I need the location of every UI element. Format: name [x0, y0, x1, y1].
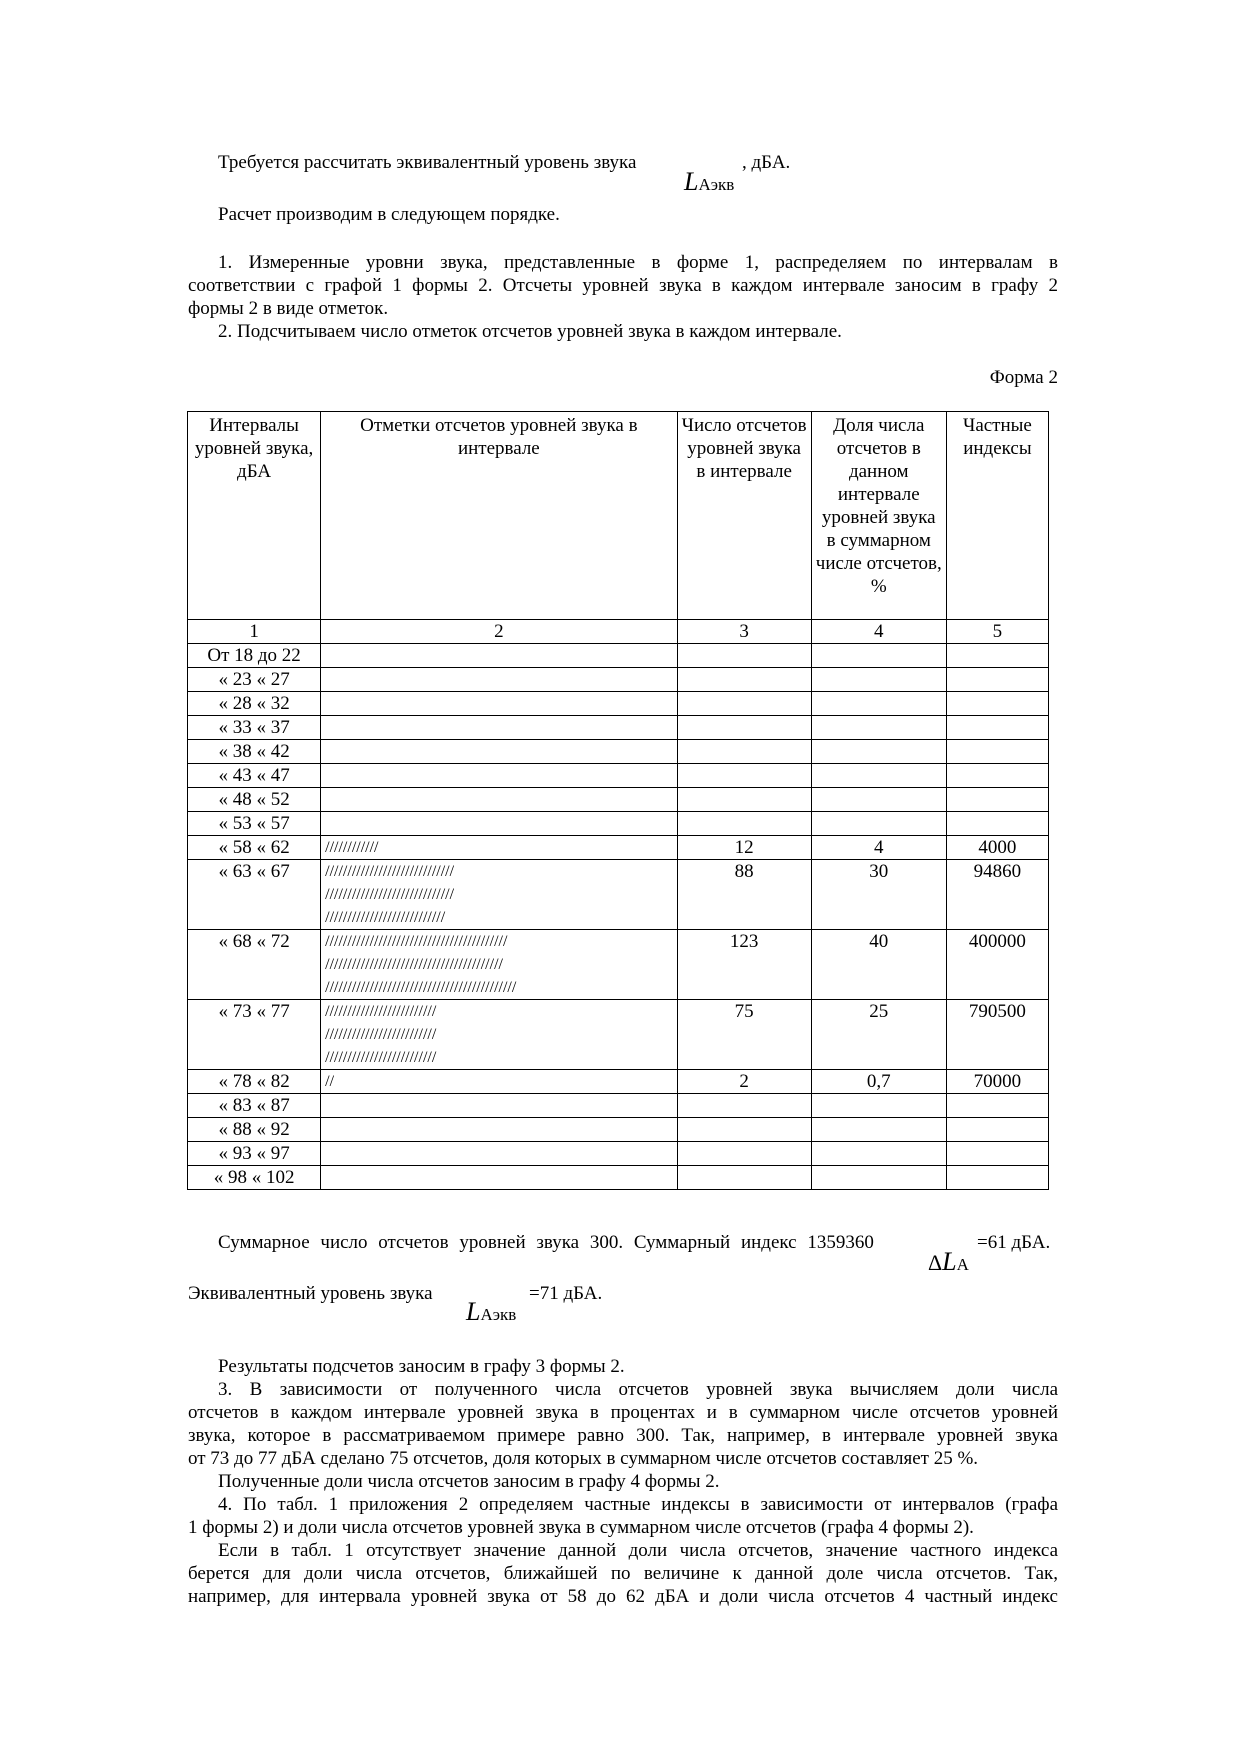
step-1-line-1: 1. Измеренные уровни звука, представленные в форме 1, распределяем по интервалам в: [218, 252, 1058, 273]
marks-line: /////////////////////////////////////////: [325, 933, 508, 950]
count-cell: [677, 668, 811, 692]
step-5-line-2: берется для доли числа отсчетов, ближайшей по величине к данной доле числа отсчетов. Так,: [188, 1563, 1058, 1584]
marks-line: ///////////////////////////: [325, 909, 446, 926]
interval-cell: « 28 « 32: [188, 692, 321, 716]
interval-cell: « 83 « 87: [188, 1094, 321, 1118]
marks-cell: [321, 860, 677, 930]
table-row: [188, 1118, 1049, 1142]
share-cell: 40: [811, 930, 946, 1000]
delta-L: L: [942, 1247, 957, 1276]
index-cell: 4000: [946, 836, 1048, 860]
share-cell: [811, 644, 946, 668]
table-row: [188, 1094, 1049, 1118]
step-3b-line: Полученные доли числа отсчетов заносим в графу 4 формы 2.: [218, 1471, 720, 1492]
eq-sub: Аэкв: [480, 1305, 517, 1324]
interval-cell: « 58 « 62: [188, 836, 321, 860]
index-cell: 70000: [946, 1070, 1048, 1094]
table-row: [188, 788, 1049, 812]
count-cell: [677, 788, 811, 812]
formula-laekv-2: [466, 1297, 517, 1326]
interval-cell: « 88 « 92: [188, 1118, 321, 1142]
marks-line: /////////////////////////////: [325, 863, 455, 880]
index-cell: [946, 788, 1048, 812]
marks-cell: [321, 1000, 677, 1070]
count-cell: [677, 1118, 811, 1142]
marks-cell: [321, 1094, 677, 1118]
step-1-paragraph: [188, 251, 1058, 343]
index-cell: [946, 668, 1048, 692]
share-cell: [811, 1118, 946, 1142]
marks-cell: [321, 930, 677, 1000]
step-3-line-3: звука, которое в рассматриваемом примере равно 300. Так, например, в интервале уровней звука: [188, 1425, 1058, 1446]
step-2-line: 2. Подсчитываем число отметок отсчетов уровней звука в каждом интервале.: [218, 321, 842, 342]
results-line-1: Результаты подсчетов заносим в графу 3 формы 2.: [218, 1356, 625, 1377]
index-cell: [946, 644, 1048, 668]
equivalent-value: =71 дБА.: [529, 1283, 603, 1304]
header-intervals: Интервалы уровней звука, дБА: [188, 412, 321, 620]
index-cell: [946, 1094, 1048, 1118]
marks-line: ///////////////////////////////////////////: [325, 979, 517, 996]
interval-cell: « 73 « 77: [188, 1000, 321, 1070]
share-cell: 0,7: [811, 1070, 946, 1094]
marks-cell: [321, 668, 677, 692]
marks-cell: [321, 836, 677, 860]
index-cell: [946, 1118, 1048, 1142]
marks-line: //: [325, 1073, 335, 1090]
count-cell: 12: [677, 836, 811, 860]
table-row: [188, 836, 1049, 860]
interval-cell: « 63 « 67: [188, 860, 321, 930]
formula-laekv-1: [684, 167, 735, 196]
header-marks: Отметки отсчетов уровней звука в интервале: [321, 412, 677, 620]
interval-cell: « 78 « 82: [188, 1070, 321, 1094]
step-3-line-2: отсчетов в каждом интервале уровней звука в процентах и в суммарном числе отсчетов уровней: [188, 1402, 1058, 1423]
table-row: [188, 1166, 1049, 1190]
share-cell: [811, 764, 946, 788]
formula-L: L: [684, 167, 699, 196]
count-cell: 123: [677, 930, 811, 1000]
marks-line: ////////////: [325, 839, 379, 856]
step-1-line-2: соответствии с графой 1 формы 2. Отсчеты уровней звука в каждом интервале заносим в графу 2: [188, 275, 1058, 296]
delta-symbol: Δ: [928, 1250, 943, 1275]
table-row: [188, 812, 1049, 836]
share-cell: [811, 716, 946, 740]
column-number: 4: [811, 620, 946, 644]
header-share: Доля числа отсчетов в данном интервале уровней звука в суммарном числе отсчетов, %: [811, 412, 946, 620]
index-cell: 94860: [946, 860, 1048, 930]
column-number: 5: [946, 620, 1048, 644]
step-4-line-2: 1 формы 2) и доли числа отсчетов уровней звука в суммарном числе отсчетов (графа 4 формы 2).: [188, 1517, 974, 1538]
share-cell: 30: [811, 860, 946, 930]
share-cell: [811, 1142, 946, 1166]
count-cell: [677, 1094, 811, 1118]
formula-delta-la: [928, 1247, 969, 1276]
table-row: [188, 1070, 1049, 1094]
results-paragraphs: [188, 1355, 1058, 1608]
table-row: [188, 930, 1049, 1000]
share-cell: [811, 740, 946, 764]
marks-line: /////////////////////////: [325, 1026, 437, 1043]
index-cell: [946, 1142, 1048, 1166]
table-row: [188, 764, 1049, 788]
table-row: [188, 1142, 1049, 1166]
marks-cell: [321, 716, 677, 740]
interval-cell: От 18 до 22: [188, 644, 321, 668]
marks-cell: [321, 1142, 677, 1166]
count-cell: 2: [677, 1070, 811, 1094]
marks-cell: [321, 1070, 677, 1094]
index-cell: [946, 692, 1048, 716]
interval-cell: « 38 « 42: [188, 740, 321, 764]
intro-line-2: Расчет производим в следующем порядке.: [218, 204, 560, 225]
table-row: [188, 1000, 1049, 1070]
column-number: 3: [677, 620, 811, 644]
column-number: 2: [321, 620, 677, 644]
marks-cell: [321, 764, 677, 788]
step-1-line-3: формы 2 в виде отметок.: [188, 298, 389, 319]
interval-cell: « 93 « 97: [188, 1142, 321, 1166]
marks-line: /////////////////////////: [325, 1003, 437, 1020]
index-cell: 790500: [946, 1000, 1048, 1070]
marks-cell: [321, 1166, 677, 1190]
share-cell: [811, 668, 946, 692]
header-index: Частные индексы: [946, 412, 1048, 620]
summary-text: Суммарное число отсчетов уровней звука 300. Суммарный индекс 1359360: [218, 1232, 874, 1253]
marks-cell: [321, 788, 677, 812]
delta-sub: А: [956, 1255, 969, 1274]
share-cell: 4: [811, 836, 946, 860]
marks-cell: [321, 812, 677, 836]
step-4-line-1: 4. По табл. 1 приложения 2 определяем частные индексы в зависимости от интервалов (графа: [218, 1494, 1058, 1515]
marks-line: /////////////////////////: [325, 1049, 437, 1066]
index-cell: [946, 812, 1048, 836]
count-cell: [677, 644, 811, 668]
step-5-line-3: например, для интервала уровней звука от 58 до 62 дБА и доли числа отсчетов 4 частный индекс: [188, 1586, 1058, 1607]
index-cell: [946, 1166, 1048, 1190]
marks-cell: [321, 692, 677, 716]
count-cell: [677, 692, 811, 716]
marks-cell: [321, 644, 677, 668]
eq-L: L: [466, 1297, 481, 1326]
intro-line-1: [218, 151, 636, 174]
form-label: Форма 2: [989, 367, 1058, 388]
table-row: [188, 668, 1049, 692]
index-cell: [946, 764, 1048, 788]
header-count: Число отсчетов уровней звука в интервале: [677, 412, 811, 620]
count-cell: [677, 764, 811, 788]
count-cell: [677, 1142, 811, 1166]
equivalent-text: Эквивалентный уровень звука: [188, 1283, 433, 1304]
marks-cell: [321, 1118, 677, 1142]
share-cell: [811, 1094, 946, 1118]
share-cell: [811, 812, 946, 836]
count-cell: 88: [677, 860, 811, 930]
interval-cell: « 23 « 27: [188, 668, 321, 692]
count-cell: [677, 740, 811, 764]
column-number-row: [188, 620, 1049, 644]
count-cell: [677, 716, 811, 740]
count-cell: [677, 812, 811, 836]
interval-cell: « 68 « 72: [188, 930, 321, 1000]
marks-line: ////////////////////////////////////////: [325, 956, 503, 973]
form-2-table: [187, 411, 1049, 1190]
interval-cell: « 33 « 37: [188, 716, 321, 740]
share-cell: [811, 692, 946, 716]
interval-cell: « 43 « 47: [188, 764, 321, 788]
share-cell: [811, 1166, 946, 1190]
intro-text: Требуется рассчитать эквивалентный уровень звука: [218, 152, 637, 173]
count-cell: 75: [677, 1000, 811, 1070]
intro-unit: , дБА.: [742, 152, 791, 173]
count-cell: [677, 1166, 811, 1190]
table-row: [188, 692, 1049, 716]
index-cell: 400000: [946, 930, 1048, 1000]
interval-cell: « 48 « 52: [188, 788, 321, 812]
step-3-line-4: от 73 до 77 дБА сделано 75 отсчетов, доля которых в суммарном числе отсчетов составляет 25 %.: [188, 1448, 979, 1469]
interval-cell: « 53 « 57: [188, 812, 321, 836]
marks-line: /////////////////////////////: [325, 886, 455, 903]
summary-delta-value: =61 дБА.: [977, 1232, 1051, 1253]
share-cell: [811, 788, 946, 812]
marks-cell: [321, 740, 677, 764]
index-cell: [946, 740, 1048, 764]
table-row: [188, 740, 1049, 764]
table-header-row: [188, 412, 1049, 620]
table-row: [188, 716, 1049, 740]
share-cell: 25: [811, 1000, 946, 1070]
index-cell: [946, 716, 1048, 740]
table-row: [188, 644, 1049, 668]
column-number: 1: [188, 620, 321, 644]
step-5-line-1: Если в табл. 1 отсутствует значение данной доли числа отсчетов, значение частного индекса: [218, 1540, 1058, 1561]
table-row: [188, 860, 1049, 930]
interval-cell: « 98 « 102: [188, 1166, 321, 1190]
step-3-line-1: 3. В зависимости от полученного числа отсчетов уровней звука вычисляем доли числа: [218, 1379, 1058, 1400]
formula-sub: Аэкв: [698, 175, 735, 194]
